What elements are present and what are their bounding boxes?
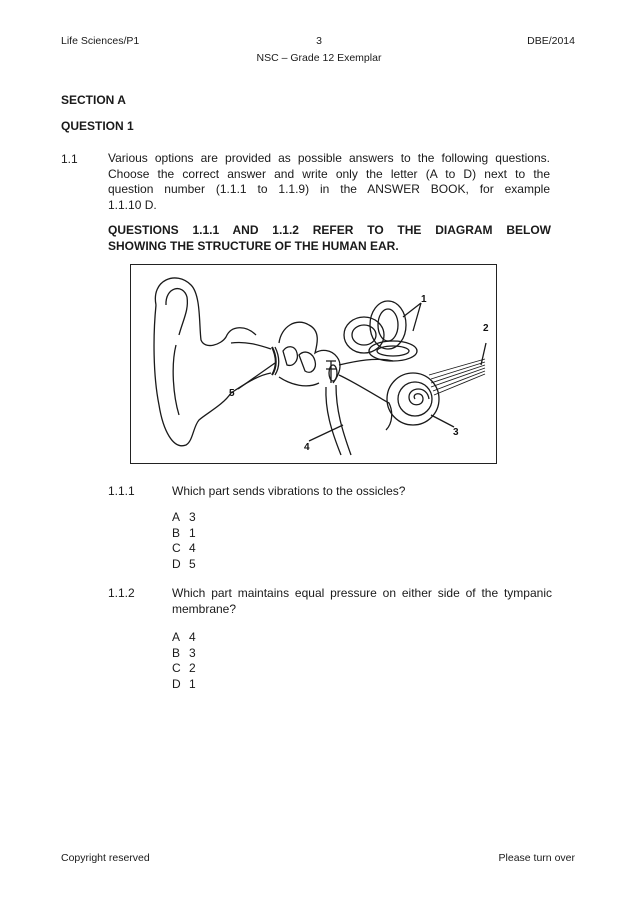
incus: [299, 352, 315, 372]
diagram-label-1: 1: [421, 294, 427, 305]
option-value: 4: [189, 541, 196, 555]
instruction-line: 1.1.10 D.: [108, 197, 157, 212]
eustachian-tube-left: [326, 387, 341, 455]
option-row[interactable]: [172, 526, 196, 542]
option-value: 5: [189, 556, 196, 571]
question-1-1-1-options: [172, 510, 196, 572]
footer-right: Please turn over: [498, 852, 575, 864]
question-number-1-1-1: 1.1.1: [108, 484, 135, 498]
leader-line-4: [309, 425, 343, 441]
option-value: 4: [189, 630, 196, 644]
option-value: 1: [189, 525, 196, 540]
cochlea-spiral: [409, 389, 429, 405]
ear-canal-bottom: [231, 373, 271, 393]
concha: [173, 345, 179, 415]
malleus: [283, 347, 297, 366]
header-left: Life Sciences/P1: [61, 35, 140, 47]
instruction-line: Various options are provided as possible answers to the following questions.: [108, 151, 550, 165]
option-letter: A: [172, 630, 181, 644]
header-right: DBE/2014: [527, 35, 575, 47]
option-row[interactable]: [172, 630, 196, 646]
diagram-intro-line: QUESTIONS 1.1.1 AND 1.1.2 REFER TO THE DIAGRAM BELOW: [108, 223, 551, 237]
question-1-1-instructions: [108, 151, 550, 213]
question-line: membrane?: [172, 601, 237, 616]
leader-line-3: [431, 415, 454, 427]
diagram-label-5: 5: [229, 388, 235, 399]
question-1-1-2-options: [172, 630, 196, 692]
diagram-intro-line: SHOWING THE STRUCTURE OF THE HUMAN EAR.: [108, 239, 399, 253]
pinna-inner-fold: [166, 289, 187, 335]
diagram-label-4: 4: [304, 442, 310, 453]
option-letter: C: [172, 661, 181, 675]
question-1-1-2-text: [172, 586, 552, 617]
question-number-1-1-2: 1.1.2: [108, 586, 135, 600]
question-1-1-1-text: Which part sends vibrations to the ossicles?: [172, 484, 406, 498]
diagram-label-3: 3: [453, 427, 459, 438]
option-letter: A: [172, 510, 181, 524]
pinna-outer: [155, 278, 256, 346]
diagram-intro: [108, 222, 551, 254]
diagram-label-2: 2: [483, 323, 489, 334]
leader-line-2: [481, 343, 486, 365]
leader-line-5: [238, 363, 275, 389]
option-value: 3: [189, 645, 196, 660]
auditory-nerve: [429, 359, 485, 395]
question-title: QUESTION 1: [61, 119, 134, 133]
pinna-lobe: [154, 305, 231, 446]
semicircular-canal-1-inner: [352, 325, 376, 345]
option-row[interactable]: [172, 661, 196, 677]
option-row[interactable]: [172, 677, 196, 693]
ear-diagram: [130, 264, 497, 464]
ear-diagram-illustration: [131, 265, 496, 463]
tympanic-membrane: [272, 347, 276, 375]
oval-window: [329, 365, 337, 381]
option-value: 2: [189, 661, 196, 675]
option-row[interactable]: [172, 541, 196, 557]
question-number-1-1: 1.1: [61, 152, 78, 166]
middle-ear-floor: [279, 377, 319, 386]
option-letter: D: [172, 676, 181, 691]
instruction-line: Choose the correct answer and write only the letter (A to D) next to the: [108, 166, 550, 181]
option-value: 1: [189, 676, 196, 691]
option-row[interactable]: [172, 557, 196, 573]
option-letter: B: [172, 645, 181, 660]
option-row[interactable]: [172, 646, 196, 662]
ear-canal-top: [231, 342, 271, 349]
option-value: 3: [189, 510, 196, 524]
header-subtitle: NSC – Grade 12 Exemplar: [256, 52, 382, 64]
option-row[interactable]: [172, 510, 196, 526]
question-line: Which part maintains equal pressure on either side of the tympanic: [172, 586, 552, 600]
vestibule-lower: [339, 375, 392, 430]
footer-left: Copyright reserved: [61, 852, 150, 864]
instruction-line: question number (1.1.1 to 1.1.9) in the ANSWER BOOK, for example: [108, 182, 550, 196]
cochlea-outer: [387, 373, 439, 425]
page-number: 3: [316, 35, 322, 47]
section-title: SECTION A: [61, 93, 126, 107]
option-letter: D: [172, 556, 181, 571]
eustachian-tube-right: [336, 385, 351, 455]
option-letter: C: [172, 541, 181, 555]
option-letter: B: [172, 525, 181, 540]
semicircular-canal-3: [369, 341, 417, 361]
